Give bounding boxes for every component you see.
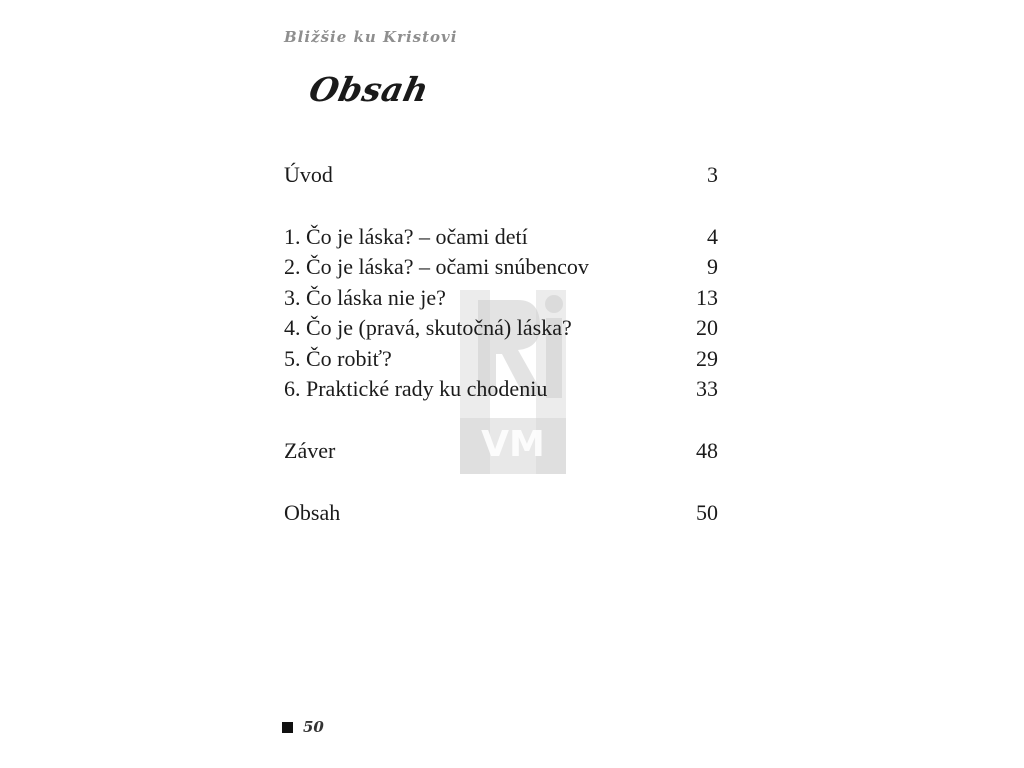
toc-entry-page: 48 xyxy=(696,438,718,463)
toc-entry-label: 2. Čo je láska? – očami snúbencov xyxy=(284,254,589,279)
running-header: Bližšie ku Kristovi xyxy=(284,28,458,46)
toc-entry-chapter-2 xyxy=(284,252,718,282)
toc-entry-label: 1. Čo je láska? – očami detí xyxy=(284,224,528,249)
toc-entry-page: 50 xyxy=(696,500,718,525)
toc-entry-label: Úvod xyxy=(284,162,333,187)
toc-entry-obsah xyxy=(284,498,718,528)
toc-entry-page: 4 xyxy=(707,224,718,249)
toc-entry-page: 9 xyxy=(707,254,718,279)
toc-entry-chapter-4 xyxy=(284,313,718,343)
toc-entry-label: 6. Praktické rady ku chodeniu xyxy=(284,376,548,401)
toc-entry-uvod xyxy=(284,160,718,190)
toc-entry-page: 29 xyxy=(696,346,718,371)
toc-entry-chapter-6 xyxy=(284,374,718,404)
toc-entry-label: 4. Čo je (pravá, skutočná) láska? xyxy=(284,315,572,340)
square-bullet-icon xyxy=(282,722,293,733)
toc-entry-page: 33 xyxy=(696,376,718,401)
toc-entry-label: Obsah xyxy=(284,500,341,525)
watermark-text: VM xyxy=(481,424,545,465)
toc-entry-label: 3. Čo láska nie je? xyxy=(284,285,446,310)
toc-entry-page: 3 xyxy=(707,162,718,187)
toc-entry-chapter-5 xyxy=(284,344,718,374)
toc-entry-page: 13 xyxy=(696,285,718,310)
toc-entry-label: Záver xyxy=(284,438,336,463)
page-number: 50 xyxy=(303,718,324,736)
toc-entry-zaver xyxy=(284,436,718,466)
toc-entry-page: 20 xyxy=(696,315,718,340)
toc-entry-chapter-3 xyxy=(284,283,718,313)
toc-entry-label: 5. Čo robiť? xyxy=(284,346,392,371)
page-title: Obsah xyxy=(305,70,433,109)
toc-entry-chapter-1 xyxy=(284,222,718,252)
page-footer xyxy=(282,718,324,736)
